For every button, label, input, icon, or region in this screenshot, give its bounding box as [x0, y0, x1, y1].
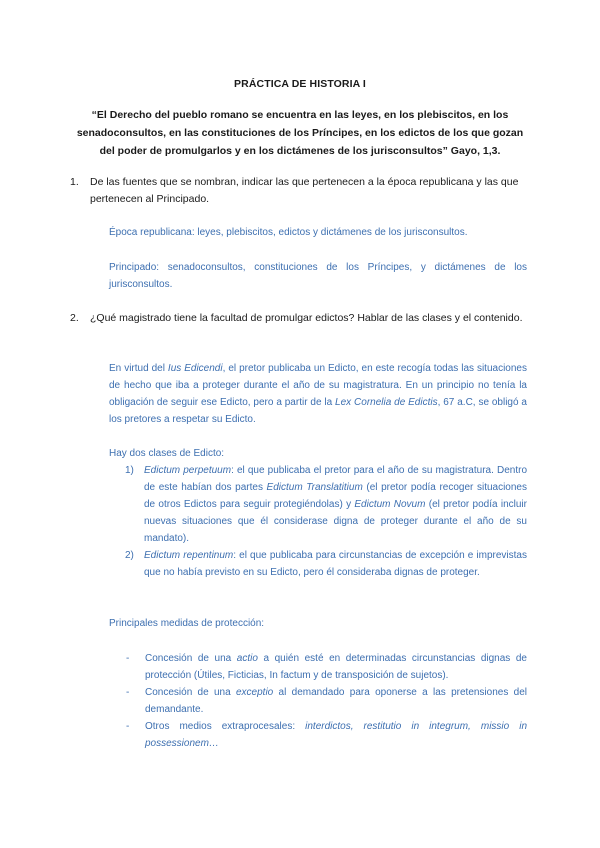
question-1-number: 1. — [70, 176, 79, 188]
measure-1-item — [126, 650, 527, 684]
answer-principado: Principado: senadoconsultos, constituciones de los Príncipes, y dictámenes de los jurisconsultos. — [109, 262, 527, 290]
question-2-number: 2. — [70, 312, 79, 324]
p1-c: , 67 a.C, se obligó a los pretores a respetar su Edicto. — [109, 397, 527, 425]
measure-3-item — [126, 718, 528, 752]
p1-b: , el pretor publicaba un Edicto, en este recogía todas las situaciones de hecho que iba a proteger durante el año de su magistratura. En un principio no tenía la obligación de seguir ese Edicto, pero a partir de la — [109, 363, 527, 408]
answer-ius-edicendi — [109, 360, 527, 428]
classes-intro: Hay dos clases de Edicto: — [109, 448, 225, 459]
class-1-novum: Edictum Novum — [354, 499, 426, 510]
class-1-term: Edictum perpetuum — [144, 465, 232, 476]
class-2-item — [125, 547, 527, 581]
p1-a: En virtud del — [109, 363, 168, 374]
measure-1-b: a quién esté en determinadas circunstancias dignas de protección (Útiles, Ficticias, In factum y de transposición de sujetos). — [145, 653, 527, 681]
measure-1-bullet: - — [126, 653, 130, 664]
gayo-quote: “El Derecho del pueblo romano se encuentra en las leyes, en los plebiscitos, en los senadoconsultos, en las constituciones de los Príncipes, en los edictos de los que gozan del poder de promulgarlos y en los dictámenes de los jurisconsultos” Gayo, 1,3. — [76, 109, 524, 157]
question-2-text: ¿Qué magistrado tiene la facultad de promulgar edictos? Hablar de las clases y el contenido. — [90, 312, 523, 324]
class-1-b: (el pretor podía recoger situaciones de otros Edictos para seguir protegiéndolas) y — [144, 482, 527, 510]
answer-republic: Época republicana: leyes, plebiscitos, edictos y dictámenes de los jurisconsultos. — [109, 227, 468, 238]
class-1-number: 1) — [125, 465, 134, 476]
measure-3-bullet: - — [126, 721, 130, 732]
question-1 — [70, 174, 526, 208]
p1-lex-cornelia: Lex Cornelia de Edictis — [335, 397, 438, 408]
measure-3-list: interdictos, restitutio in integrum, missio in possessionem… — [145, 721, 528, 749]
page-title: PRÁCTICA DE HISTORIA I — [234, 78, 366, 90]
measure-2-b: al demandado para oponerse a las pretensiones del demandante. — [145, 687, 527, 715]
class-1-translatitium: Edictum Translatitium — [266, 482, 363, 493]
p1-ius-edicendi: Ius Edicendi — [167, 363, 223, 374]
question-1-text: De las fuentes que se nombran, indicar las que pertenecen a la época republicana y las que pertenecen al Principado. — [90, 176, 519, 205]
measure-2-item — [126, 684, 527, 718]
question-2 — [70, 310, 526, 327]
class-2-term: Edictum repentinum — [144, 550, 234, 561]
measure-1-a: Concesión de una — [145, 653, 237, 664]
measure-1-actio: actio — [236, 653, 258, 664]
measure-3-a: Otros medios extraprocesales: — [145, 721, 306, 732]
class-1-c: (el pretor podía incluir nuevas situaciones que él considerase digna de proteger durante el año de su mandato). — [144, 499, 527, 544]
measure-2-exceptio: exceptio — [236, 687, 274, 698]
class-2-number: 2) — [125, 550, 134, 561]
measures-title: Principales medidas de protección: — [109, 618, 265, 629]
class-1-item — [125, 462, 527, 547]
measure-2-bullet: - — [126, 687, 130, 698]
class-1-a: : el que publicaba el pretor para el año de su magistratura. Dentro de este habían dos partes — [144, 465, 527, 493]
measure-2-a: Concesión de una — [145, 687, 236, 698]
class-2-a: : el que publicaba para circunstancias de excepción e imprevistas que no había previsto en su Edicto, pero él consideraba dignas de proteger. — [144, 550, 527, 578]
